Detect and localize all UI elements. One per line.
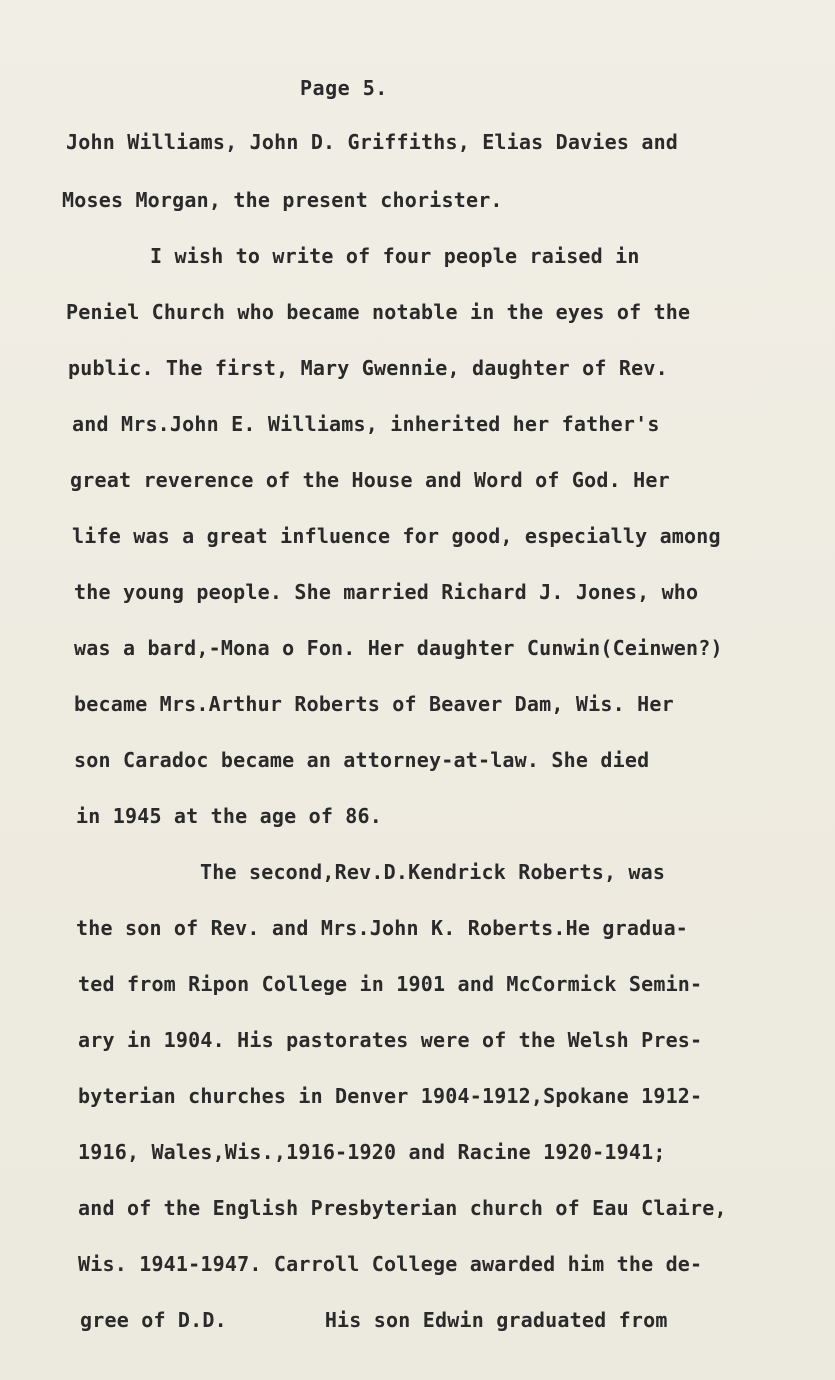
text-line: Wis. 1941-1947. Carroll College awarded him the de- [78,1252,703,1276]
page-number: Page 5. [300,76,388,100]
text-line: and Mrs.John E. Williams, inherited her father's [72,412,660,436]
text-line: byterian churches in Denver 1904-1912,Spokane 1912- [78,1084,703,1108]
text-line: the young people. She married Richard J. Jones, who [74,580,699,604]
text-line: the son of Rev. and Mrs.John K. Roberts.He gradua- [76,916,689,940]
text-line: son Caradoc became an attorney-at-law. She died [74,748,650,772]
text-line: became Mrs.Arthur Roberts of Beaver Dam, Wis. Her [74,692,674,716]
text-line: John Williams, John D. Griffiths, Elias Davies and [66,130,679,154]
text-line: ted from Ripon College in 1901 and McCormick Semin- [78,972,703,996]
text-line: public. The first, Mary Gwennie, daughter of Rev. [68,356,668,380]
text-line: in 1945 at the age of 86. [76,804,383,828]
text-line: Moses Morgan, the present chorister. [62,188,503,212]
text-line: 1916, Wales,Wis.,1916-1920 and Racine 1920-1941; [78,1140,666,1164]
text-line: great reverence of the House and Word of God. Her [70,468,670,492]
text-line: The second,Rev.D.Kendrick Roberts, was [200,860,666,884]
text-line: Peniel Church who became notable in the eyes of the [66,300,691,324]
text-line: life was a great influence for good, especially among [72,524,721,548]
text-line: was a bard,-Mona o Fon. Her daughter Cunwin(Ceinwen?) [74,636,723,660]
text-line: ary in 1904. His pastorates were of the Welsh Pres- [78,1028,703,1052]
text-line: I wish to write of four people raised in [150,244,640,268]
text-line: and of the English Presbyterian church of Eau Claire, [78,1196,727,1220]
text-line: gree of D.D. His son Edwin graduated from [80,1308,668,1332]
